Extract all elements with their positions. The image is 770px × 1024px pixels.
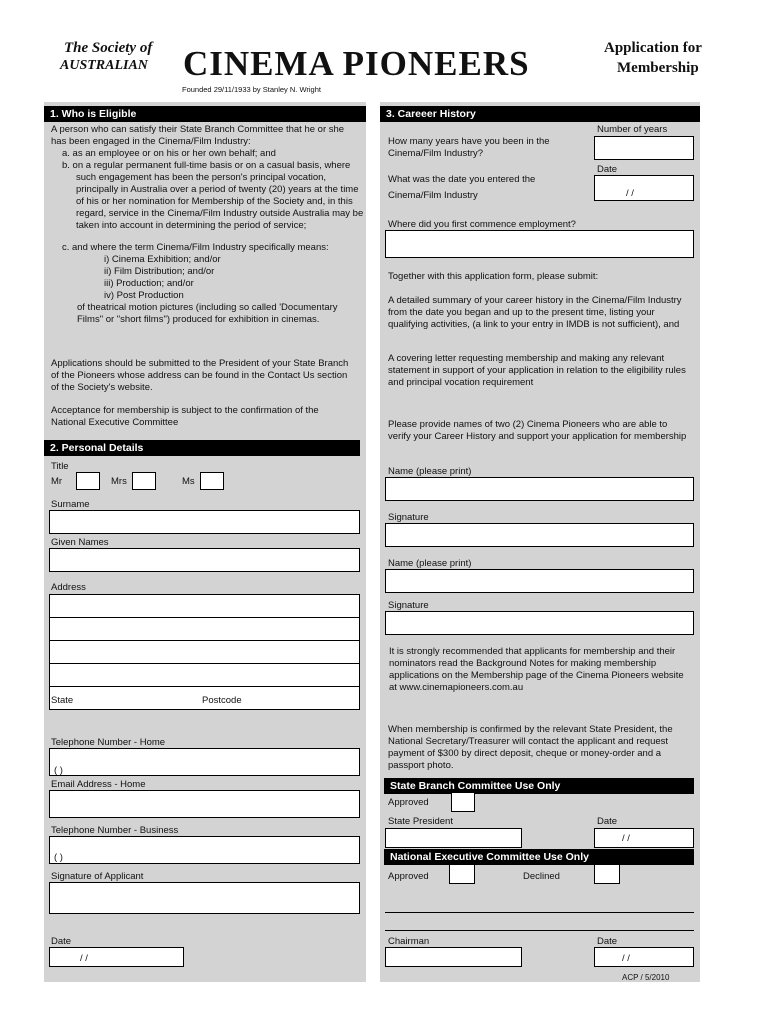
chairman-label: Chairman: [388, 936, 430, 947]
applications-note: Applications should be submitted to the President of your State Branch of the Pioneers whose address can be found in the Contact Us section of the Society's website.: [51, 358, 349, 393]
entry-date-slashes: / /: [626, 188, 634, 199]
tel-business-field[interactable]: [49, 836, 360, 864]
national-approved-label: Approved: [388, 871, 429, 882]
eligibility-intro: A person who can satisfy their State Branch Committee that he or she has been engaged in the Cinema/Film Industry:: [51, 124, 345, 147]
founded-line: Founded 29/11/1933 by Stanley N. Wright: [182, 85, 321, 94]
surname-label: Surname: [51, 499, 90, 510]
eligibility-sub-3: iii) Production; and/or: [104, 278, 194, 289]
nominator-1-signature-label: Signature: [388, 512, 429, 523]
national-date-slashes: / /: [622, 953, 630, 964]
acceptance-note: Acceptance for membership is subject to the confirmation of the National Executive Committee: [51, 405, 319, 428]
state-president-field[interactable]: [385, 828, 522, 848]
confirmation-note: When membership is confirmed by the relevant State President, the National Secretary/Treasurer will contact the applicant and request payment of $300 by direct deposit, cheque or money-order and a passport photo.: [388, 724, 673, 771]
nominator-1-signature-field[interactable]: [385, 523, 694, 547]
applicant-date-field[interactable]: [49, 947, 184, 967]
nominators-instructions: Please provide names of two (2) Cinema Pioneers who are able to verify your Career History and support your application for membership: [388, 419, 687, 442]
email-label: Email Address - Home: [51, 779, 146, 790]
entry-date-label: Date: [597, 164, 618, 175]
mr-checkbox[interactable]: [76, 472, 100, 490]
eligibility-sub-4: iv) Post Production: [104, 290, 184, 301]
chairman-field[interactable]: [385, 947, 522, 967]
national-date-label: Date: [597, 936, 618, 947]
address-line-3[interactable]: [49, 640, 360, 664]
state-approved-checkbox[interactable]: [451, 792, 475, 812]
state-label: State: [51, 695, 74, 706]
recommendation-note: It is strongly recommended that applicants for membership and their nominators read the Background Notes for making membership applications on the Membership page of the Cinema Pioneers website at www.cinemapioneers.com.au: [389, 646, 684, 693]
national-executive-heading: National Executive Committee Use Only: [384, 849, 694, 865]
address-line-4[interactable]: [49, 663, 360, 687]
society-line-2: AUSTRALIAN: [60, 58, 148, 73]
address-line-1[interactable]: [49, 594, 360, 618]
eligibility-sub-2: ii) Film Distribution; and/or: [104, 266, 215, 277]
tel-business-label: Telephone Number - Business: [51, 825, 179, 836]
address-label: Address: [51, 582, 86, 593]
signature-applicant-label: Signature of Applicant: [51, 871, 144, 882]
nominator-2-signature-label: Signature: [388, 600, 429, 611]
nominator-2-name-label: Name (please print): [388, 558, 472, 569]
mrs-label: Mrs: [111, 476, 127, 487]
state-president-label: State President: [388, 816, 453, 827]
submit-instructions: Together with this application form, please submit:: [388, 271, 599, 282]
number-of-years-field[interactable]: [594, 136, 694, 160]
covering-letter-note: A covering letter requesting membership and making any relevant statement in support of your application in relation to the eligibility rules and principal vocation requirement: [388, 353, 686, 388]
nominator-2-name-field[interactable]: [385, 569, 694, 593]
application-heading-1: Application for: [604, 40, 702, 56]
mr-label: Mr: [51, 476, 63, 487]
surname-field[interactable]: [49, 510, 360, 534]
chairman-top-line: [385, 930, 694, 931]
eligibility-a: a. as an employee or on his or her own behalf; and: [62, 148, 276, 159]
form-code: ACP / 5/2010: [622, 973, 670, 982]
address-line-2[interactable]: [49, 617, 360, 641]
page-title: CINEMA PIONEERS: [183, 44, 530, 83]
tel-business-parens: ( ): [54, 852, 63, 863]
first-employment-field[interactable]: [385, 230, 694, 258]
signature-applicant-field[interactable]: [49, 882, 360, 914]
tel-home-parens: ( ): [54, 765, 63, 776]
nominator-1-name-field[interactable]: [385, 477, 694, 501]
section-2-heading: 2. Personal Details: [44, 440, 360, 456]
applicant-date-slashes: / /: [80, 953, 88, 964]
application-heading-2: Membership: [617, 60, 699, 76]
eligibility-c: c. and where the term Cinema/Film Industry specifically means:: [62, 242, 329, 253]
state-date-slashes: / /: [622, 833, 630, 844]
tel-home-field[interactable]: [49, 748, 360, 776]
society-line-1: The Society of: [64, 40, 153, 56]
title-label: Title: [51, 461, 69, 472]
theatrical-note: of theatrical motion pictures (including so called 'Documentary Films" or "short films") produced for exhibition in cinemas.: [77, 302, 338, 325]
postcode-label: Postcode: [202, 695, 242, 706]
national-declined-label: Declined: [523, 871, 560, 882]
eligibility-b: b. on a regular permanent full-time basis or on a casual basis, where such engagement has been the person's principal vocation, principally in Australia over a period of twenty (20) years at the time of his or her nomination for Membership of the Society and, in this regard, service in the Cinema/Film Industry outside Australia may be taken into account in determining the period of service;: [62, 160, 364, 231]
email-field[interactable]: [49, 790, 360, 818]
section-3-heading: 3. Careeer History: [380, 106, 700, 122]
national-approved-checkbox[interactable]: [449, 864, 475, 884]
how-many-years-question: How many years have you been in the Cinema/Film Industry?: [388, 136, 550, 159]
state-approved-label: Approved: [388, 797, 429, 808]
number-of-years-label: Number of years: [597, 124, 668, 135]
ms-label: Ms: [182, 476, 195, 487]
entry-date-field[interactable]: [594, 175, 694, 201]
applicant-date-label: Date: [51, 936, 72, 947]
national-declined-checkbox[interactable]: [594, 864, 620, 884]
ms-checkbox[interactable]: [200, 472, 224, 490]
first-employment-label: Where did you first commence employment?: [388, 219, 576, 230]
nominator-1-name-label: Name (please print): [388, 466, 472, 477]
national-signature-line: [385, 912, 694, 913]
given-names-label: Given Names: [51, 537, 109, 548]
national-date-field[interactable]: [594, 947, 694, 967]
eligibility-sub-1: i) Cinema Exhibition; and/or: [104, 254, 221, 265]
state-branch-heading: State Branch Committee Use Only: [384, 778, 694, 794]
state-date-field[interactable]: [594, 828, 694, 848]
entry-date-question: What was the date you entered the Cinema/Film Industry: [388, 174, 536, 201]
nominator-2-signature-field[interactable]: [385, 611, 694, 635]
career-summary-note: A detailed summary of your career history in the Cinema/Film Industry from the date you began and up to the present time, listing your qualifying activities, (a link to your entry in IMDB is not sufficient), and: [388, 295, 682, 330]
section-1-heading: 1. Who is Eligible: [44, 106, 366, 122]
mrs-checkbox[interactable]: [132, 472, 156, 490]
tel-home-label: Telephone Number - Home: [51, 737, 166, 748]
given-names-field[interactable]: [49, 548, 360, 572]
state-date-label: Date: [597, 816, 618, 827]
